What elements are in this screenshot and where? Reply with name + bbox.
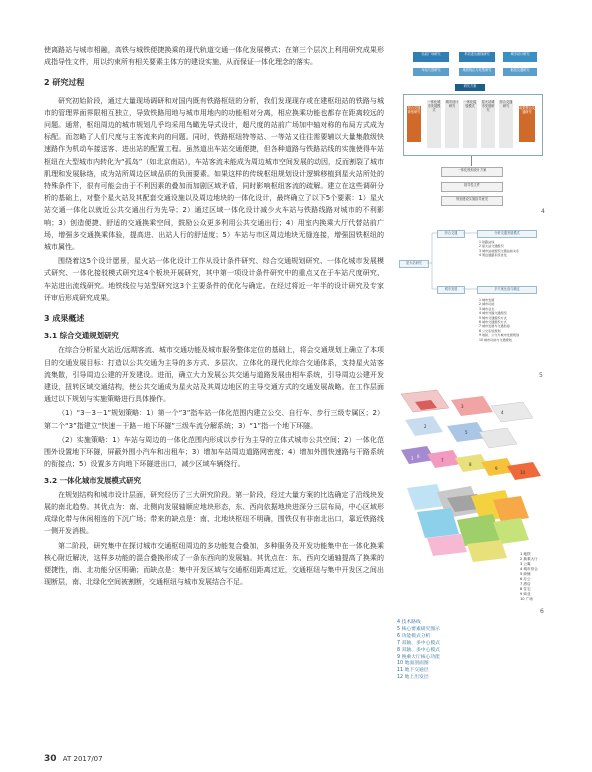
- fig4-bottom-box-2: 指导性文件: [441, 182, 503, 192]
- fig6-legend-item: 6 办公: [520, 577, 531, 581]
- fig5-list-2-item: 8 公交系统规划: [479, 328, 501, 333]
- fig6-number: 1: [411, 456, 414, 461]
- fig5-list-1-item: 2 星火站交通组织: [479, 244, 504, 249]
- fig5-list-2-item: 7 城市发展与交通衔接: [479, 324, 510, 329]
- intro-paragraph: 使离路站与城市相融，高铁与城铁便捷换乘的现代轨道交通一体化发展模式；在第三个层次上利用研究成果形成指导性文件，用以约束所有相关要素主体方的建设实施，从而保证一体化理念的落实。: [44, 46, 384, 67]
- section-3-2-title: 3.2 一体化城市发展模式研究: [44, 475, 141, 485]
- fig6-block: [427, 534, 467, 556]
- fig6-number: 4: [501, 410, 504, 415]
- fig4-row2-box-3: 枢纽交通研究: [503, 68, 537, 76]
- caption: 6 功能模式分析: [397, 633, 431, 639]
- fig5-list-2-item: 10 城市功能与交通规划: [479, 337, 512, 342]
- caption: 11 地下交通层: [397, 668, 429, 674]
- fig4-top-box-2: 车站进出流线研究: [459, 52, 495, 62]
- fig5-list-1-item: 3 城市站前组织交通站前关系: [479, 248, 520, 253]
- fig5-box-city-right: 多方案比选与确定: [477, 286, 537, 294]
- fig4-left-box: 综合交通规划研究: [407, 106, 421, 142]
- fig4-arrow-down: [471, 156, 472, 166]
- section-3-1-paragraph-3: （2）实施策略：1）车站与周边的一体化范围内形成以步行为主导的立体式城市公共空间；2）一体化范围外设置地下环隧，屏蔽外围小汽车和出租车；3）增加车站周边道路网密度；4）增加外围快速路与干路系统的衔接点；5）设置多方向地下环隧进出口，减少区域车辆绕行。: [44, 435, 384, 469]
- fig4-row2-box-2: 地铁线位与站型研究: [459, 68, 495, 76]
- fig5-list-1-item: 4 周边道路系统优化: [479, 253, 507, 258]
- section-2-title: 2 研究过程: [44, 78, 85, 88]
- fig6-number: 8: [469, 462, 472, 467]
- fig6-number: 5: [465, 430, 468, 435]
- fig6-number: 6: [417, 454, 420, 459]
- fig6-number: 3: [461, 404, 464, 409]
- fig6-legend-item: 5 商铺: [520, 572, 531, 576]
- fig6-number-label: 6: [540, 608, 544, 615]
- fig6-number: 10: [520, 470, 526, 475]
- fig5-list-2-item: 5 城市交通组织方式: [479, 315, 507, 320]
- fig5-list-2-item: 4 城市外围交通组织: [479, 311, 507, 316]
- fig5-list-1-item: 1 铁路站线: [479, 240, 495, 244]
- fig6-block: [491, 402, 533, 422]
- section-3-2-paragraph-1: 在规划结构和城市设计层面，研究经历了三大研究阶段。第一阶段，经过大量方案的比选确定了沿线块发展的南北趋势。其优点为：南、北侧向发展轴顺应地块形态，东、西向依据地块进深分三层布局，中心区域形成绿化带与休闲相连的下沉广场；带来的缺点是：南、北地块枢纽不明确，围铁仅有非南北出口，靠近铁路线一侧开发消极。: [44, 490, 384, 536]
- figure-4-roadmap: [397, 44, 547, 216]
- fig6-number: 9: [495, 466, 498, 471]
- fig5-box-traffic: 综合交通: [437, 230, 465, 238]
- fig6-legend-item: 7 酒店: [520, 582, 531, 586]
- fig6-legend-item: 3 公寓: [520, 562, 531, 566]
- fig5-root-box: 星火站研究: [399, 260, 429, 268]
- fig5-connectors: [397, 222, 547, 380]
- section-3-1-title: 3.1 综合交通规划研究: [44, 331, 119, 341]
- fig6-legend-item: 10 广场: [520, 597, 533, 601]
- fig6-legend-item: 4 城市综合: [520, 567, 538, 571]
- fig6-legend-item: 8 住宅: [520, 587, 531, 591]
- fig5-list-2-item: 9 地铁、公交与城市发展规划: [479, 333, 520, 338]
- fig4-right-box: 成果整合交通研究: [519, 106, 535, 142]
- fig5-list-2-item: 6 城市交通组织方式: [479, 320, 507, 325]
- fig4-col-4: 星火站城市发展研究: [481, 100, 495, 148]
- section-3-title: 3 成果概述: [44, 314, 85, 324]
- article-column: [44, 44, 384, 590]
- fig5-list-2-item: 2 城市功能: [479, 302, 495, 307]
- section-2-paragraph-1: 研究初始阶段，通过大量现场调研和对国内既有铁路枢纽的分析，我们发现现存或在建枢纽站的铁路与城市的管理界面界限相互独立，导致铁路用地与城市用地内的功能相对分离，相应换乘功能也都存在距离较远的问题。通常，枢纽周边的城市规划几乎均采用鸟瞰先导式设计，超尺度的站前广场加中轴对称的布局方式成为标配。而忽略了人们尺度与主客流来向的问题。同时，铁路枢纽特等站、一等站又往往需要辅以大量集散级快速路作为机动车接送客、进出站的配置工程。虽然道出车站交通便捷，但各种道路与铁路站线的实施使得车站枢纽在大型城市内转化为“孤岛”（如北京南站），车站客流未能成为周边城市空间发展的动因，反而割裂了城市肌理和发展脉络，成为站所周边区域品质的负面要素。如果这样的传统枢纽规划设计逻辑移植到星火站所处的特殊条件下，很有可能会由于不利因素的叠加而加剧区域矛盾，同时影响枢纽客流的疏解。建立在这些调研分析的基础上，对整个星火站及其配套交通设施以及周边地块的一体化设计，最终确立了以下5个要素：1）星火站交通一体化以就近公共交通出行为先导；2）通过区域一体化设计减少火车站与铁路线路对城市的不利影响；3）创造便捷、舒适的交通换乘空间，鼓励公众更多利用公共交通出行；4）用室内换乘大厅代替站前广场，增强多交通换乘体验，提高进、出站人行的舒适度；5）车站与市区周边地块无缝连接，增强国铁枢纽的城市属性。: [44, 96, 384, 252]
- fig6-number: 7: [441, 458, 444, 463]
- journal-issue: AT 2017/07: [62, 755, 103, 763]
- fig4-col-1: 一体化城市发展模式: [427, 100, 441, 148]
- figure-captions: [397, 620, 440, 682]
- figure-6-function-diagram: [397, 388, 547, 578]
- caption: 12 地上出发层: [397, 675, 429, 681]
- caption: 9 换乘大厅核心功能: [397, 654, 440, 660]
- caption: 10 地面剖面图: [397, 661, 429, 667]
- fig5-box-traffic-right: 分析交通发展模式: [477, 230, 537, 238]
- caption: 7 双轴、多中心模式: [397, 640, 440, 646]
- page-number: 30: [44, 754, 57, 764]
- section-3-1-paragraph-2: （1）“3－3－1”规划策略：1）第一个“3”指车站一体化范围内建立公交、自行车、步行三级专属区；2）第二个“3”指建立“快速－干路－地下环隧”三级车流分解系统；3）“1”指一个地下环隧。: [44, 409, 384, 430]
- fig4-top-box-3: 城市设计研究: [503, 52, 537, 62]
- fig4-number: 4: [541, 208, 545, 215]
- fig6-block: [451, 396, 493, 416]
- section-2-paragraph-2: 围绕着这5个设计愿景，星火站一体化设计工作从设计条件研究、综合交通规划研究、一体化城市发展模式研究、一体化接驳模式研究这4个板块开展研究，其中第一项设计条件研究中的重点又在于车站尺度研究、车站进出流线研究。地铁线位与站型研究这3个主要条件的优化与确定。在经过将近一年半的设计研究及专家评审后形成研究成果。: [44, 257, 384, 302]
- figure-5-element-research: [397, 222, 547, 380]
- fig5-list-2-item: 1 城市发展: [479, 298, 495, 302]
- caption: 5 核心要素研究图示: [397, 626, 440, 632]
- fig4-col-2: 城市设计研究: [445, 100, 459, 148]
- section-3-1-paragraph-1: 在综合分析星火站近/远期客流、城市交通功能及城市服务整体定位的基础上，将会交通规划上确立了本项目的交通发展目标：打造以公共交通为主导的多方式、多层次、立体化的现代化综合交通体系，支持星火站客流集散，引导周边公建的开发建设。进而，确立大力发展公共交通与道路发展由相车系统，引导周边公建开发建设，扭转区域交通结构，使公共交通成为星火站及其周边地区的主导交通方式的交通发展战略。在工作层面通过以下规划与实施策略进行具体操作。: [44, 346, 384, 404]
- caption: 8 双轴、多中心模式: [397, 647, 440, 653]
- fig4-col-5: 综合交通研究: [499, 100, 513, 148]
- fig4-mid-label: 研究方案: [455, 84, 485, 91]
- fig6-legend-item: 1 地铁: [520, 552, 531, 556]
- fig4-bottom-box-3: 规划建设实施指导意见: [441, 196, 503, 206]
- caption: 4 技术路线: [397, 620, 421, 625]
- fig6-block: [479, 428, 517, 448]
- fig4-col-3: 一体化接驳模式: [463, 100, 477, 148]
- page-footer: [44, 754, 103, 764]
- fig4-row2-box-1: 车站尺度研究: [413, 68, 449, 76]
- fig6-legend-item: 2 换乘大厅: [520, 557, 538, 561]
- fig4-top-box-1: 站前广场研究: [413, 52, 449, 62]
- fig6-block: [467, 540, 507, 562]
- fig4-bottom-box-1: 一体化规划设计方案: [441, 167, 503, 177]
- section-3-2-paragraph-2: 第二阶段，研究集中在探讨城市交通枢纽周边的多功能复合叠加，多种服务及开发功能集中在一体化换乘核心附近解决，这样多功能的混合叠换形成了一条东西向的发展轴。其优点在：东、西向交通轴提高了换乘的便捷性，南、北功能分区明确；而缺点是：集中开发区域与交通枢纽距离过近，交通枢纽与集中开发区之间出现断层，南、北绿化空间被割断，交通枢纽与城市发展结合不足。: [44, 541, 384, 587]
- fig6-legend-item: 9 商业: [520, 592, 531, 596]
- fig5-number: 5: [539, 372, 543, 379]
- fig6-legend: [520, 552, 538, 602]
- fig5-list-2-item: 3 城市业态: [479, 306, 495, 311]
- fig5-box-city: 城市发展: [437, 286, 465, 294]
- fig6-number: 2: [424, 424, 427, 429]
